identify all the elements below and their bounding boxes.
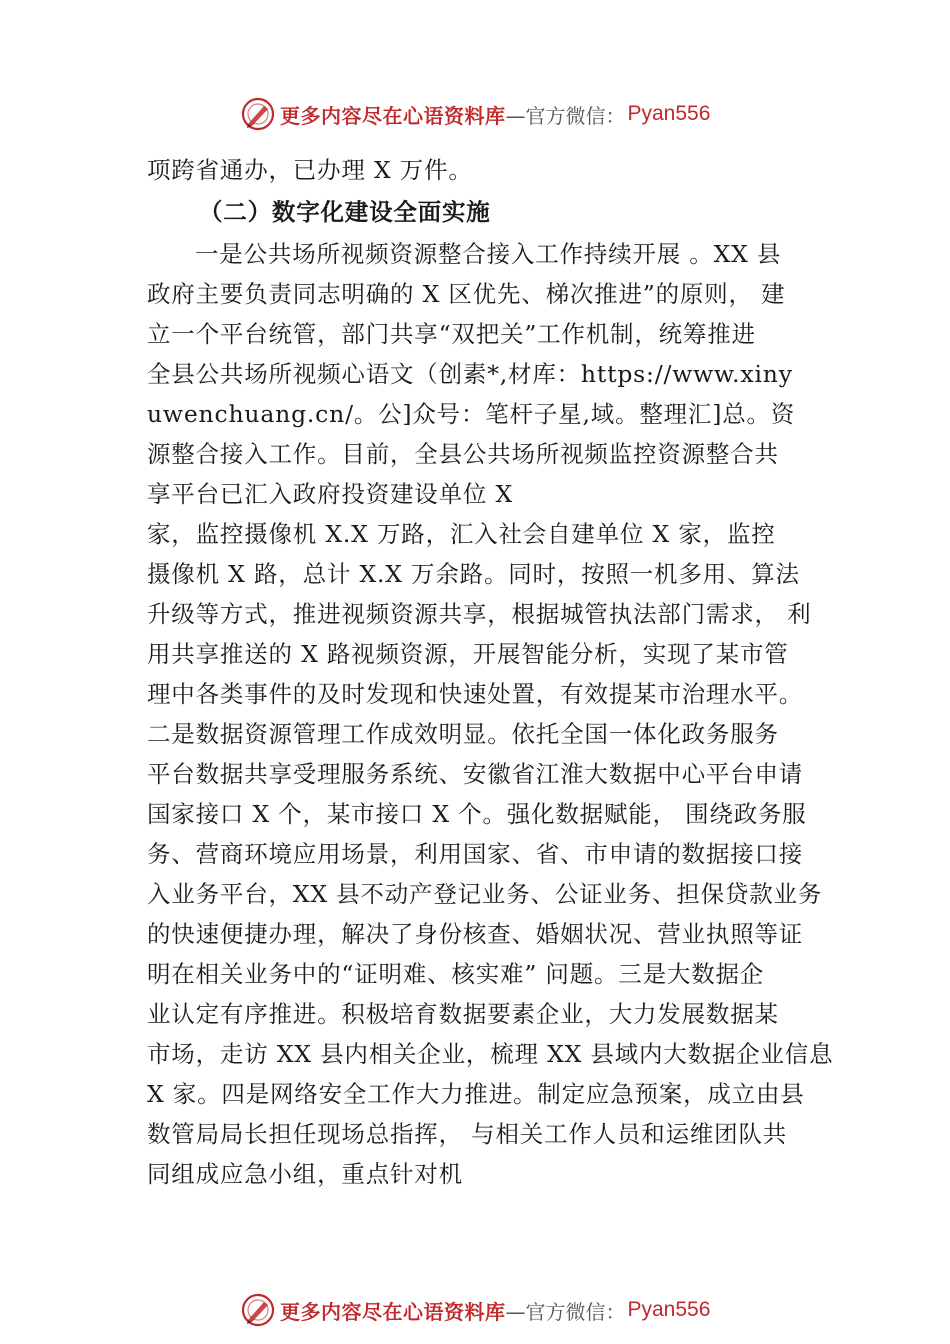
banner-wechat-id: Pyan556 — [627, 1298, 711, 1321]
text-line: 的快速便捷办理，解决了身份核查、婚姻状况、营业执照等证 — [147, 920, 804, 948]
text-line: 政府主要负责同志明确的 X 区优先、梯次推进”的原则， 建 — [147, 280, 786, 308]
text-line: 业认定有序推进。积极培育数据要素企业，大力发展数据某 — [147, 1000, 779, 1028]
text-line: 全县公共场所视频心语文（创素*,材库：https://www.xiny — [147, 360, 793, 388]
pen-logo-icon — [240, 96, 276, 132]
text-line: X 家。四是网络安全工作大力推进。制定应急预案，成立由县 — [147, 1080, 805, 1108]
header-banner — [240, 92, 760, 136]
text-line: 务、营商环境应用场景，利用国家、省、市申请的数据接口接 — [147, 840, 804, 868]
text-line: uwenchuang.cn/。公]众号：笔杆子星,域。整理汇]总。资 — [147, 400, 796, 428]
text-line: 用共享推送的 X 路视频资源，开展智能分析，实现了某市管 — [147, 640, 789, 668]
pen-logo-icon — [240, 1292, 276, 1328]
text-line: 升级等方式，推进视频资源共享，根据城管执法部门需求， 利 — [147, 600, 812, 628]
text-line: 摄像机 X 路，总计 X.X 万余路。同时，按照一机多用、算法 — [147, 560, 800, 588]
text-line: 数管局局长担任现场总指挥， 与相关工作人员和运维团队共 — [147, 1120, 788, 1148]
banner-title: 更多内容尽在心语资料库 — [280, 1299, 506, 1324]
text-line: 市场，走访 XX 县内相关企业，梳理 XX 县域内大数据企业信息 — [147, 1040, 834, 1068]
banner-subtitle: —官方微信： — [505, 103, 626, 128]
text-line: 立一个平台统管，部门共享“双把关”工作机制，统筹推进 — [147, 320, 756, 348]
text-line: 入业务平台，XX 县不动产登记业务、公证业务、担保贷款业务 — [147, 880, 823, 908]
banner-subtitle: —官方微信： — [505, 1299, 626, 1324]
document-body — [147, 150, 834, 1194]
text-line: 平台数据共享受理服务系统、安徽省江淮大数据中心平台申请 — [147, 760, 804, 788]
section-heading: （二）数字化建设全面实施 — [199, 198, 491, 226]
text-line: 二是数据资源管理工作成效明显。依托全国一体化政务服务 — [147, 720, 779, 748]
text-line: 源整合接入工作。目前，全县公共场所视频监控资源整合共 — [147, 440, 779, 468]
text-line: 明在相关业务中的“证明难、核实难” 问题。三是大数据企 — [147, 960, 765, 988]
banner-title: 更多内容尽在心语资料库 — [280, 103, 506, 128]
footer-banner — [240, 1288, 760, 1332]
text-line: 同组成应急小组，重点针对机 — [147, 1160, 463, 1188]
banner-wechat-id: Pyan556 — [627, 102, 711, 125]
text-line: 理中各类事件的及时发现和快速处置，有效提某市治理水平。 — [147, 680, 804, 708]
text-line: 一是公共场所视频资源整合接入工作持续开展 。XX 县 — [195, 240, 782, 268]
text-line: 家，监控摄像机 X.X 万路，汇入社会自建单位 X 家，监控 — [147, 520, 776, 548]
text-line: 项跨省通办，已办理 X 万件。 — [147, 156, 473, 184]
text-line: 国家接口 X 个，某市接口 X 个。强化数据赋能， 围绕政务服 — [147, 800, 807, 828]
text-line: 享平台已汇入政府投资建设单位 X — [147, 480, 513, 508]
